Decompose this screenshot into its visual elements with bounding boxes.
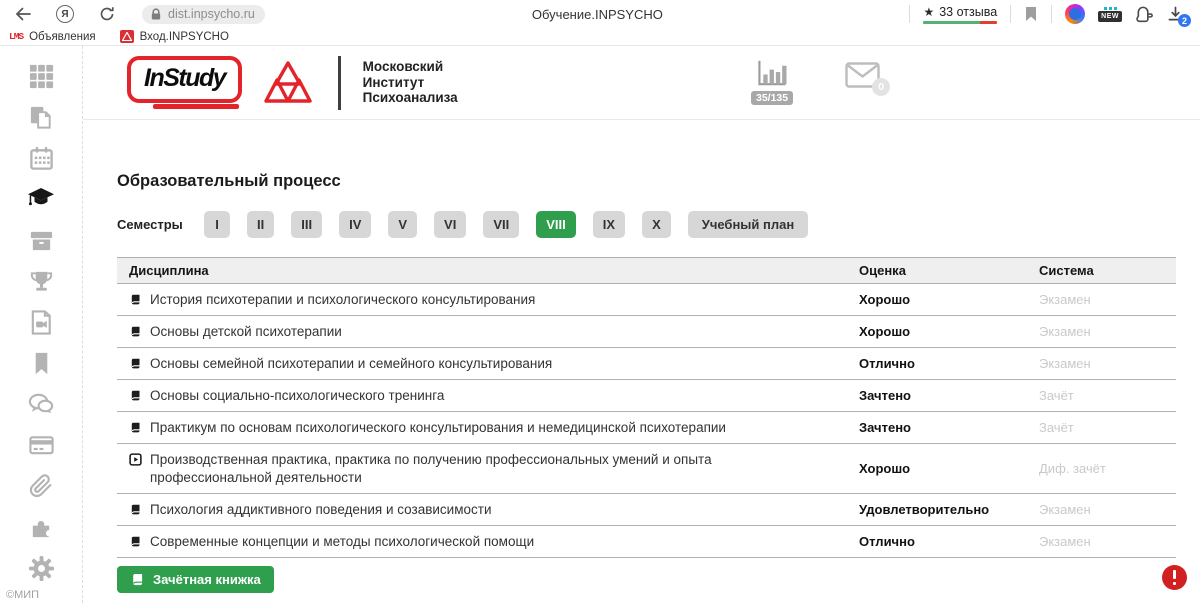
sidebar-item-achievements[interactable]: [27, 267, 55, 295]
header-divider: [338, 56, 341, 110]
archive-box-icon: [28, 227, 55, 254]
col-header-discipline: Дисциплина: [129, 263, 209, 278]
discipline-name[interactable]: Практикум по основам психологического консультирования и немедицинской психотерапии: [150, 419, 726, 435]
main-content: [83, 46, 1200, 603]
reviews-widget[interactable]: [923, 5, 997, 24]
semesters-row: [117, 211, 1200, 238]
apps-grid-icon: [28, 63, 55, 90]
discipline-name[interactable]: Производственная практика, практика по получению профессиональных умений и опыта профессиональной деятельности: [150, 451, 712, 485]
paperclip-icon: [28, 473, 54, 499]
bookmark-item-announcements[interactable]: [9, 31, 96, 43]
toolbar-right-cluster: [909, 4, 1190, 24]
puzzle-icon: [28, 514, 55, 541]
grade-value: Хорошо: [859, 292, 911, 307]
sidebar-item-settings[interactable]: [27, 554, 55, 582]
book-icon: [129, 293, 142, 306]
rating-bar: [923, 21, 997, 24]
discipline-name[interactable]: История психотерапии и психологического консультирования: [150, 291, 536, 307]
downloads-badge: 2: [1178, 14, 1191, 27]
table-row: [117, 494, 1176, 526]
back-button[interactable]: [10, 2, 36, 26]
bar-chart-icon: [755, 59, 789, 88]
system-value: Зачёт: [1039, 388, 1074, 403]
grade-value: Отлично: [859, 356, 915, 371]
reviews-count: 33 отзыва: [939, 4, 998, 19]
semester-button-10[interactable]: X: [642, 211, 671, 238]
table-row: [117, 348, 1176, 380]
refresh-icon: [99, 6, 115, 22]
video-file-icon: [28, 309, 55, 336]
semester-button-8-active[interactable]: VIII: [536, 211, 576, 238]
new-calendar-icon[interactable]: [1098, 7, 1122, 22]
bookmark-label: Вход.INPSYCHO: [139, 30, 229, 43]
institute-triangle-logo[interactable]: [262, 60, 314, 106]
semester-button-3[interactable]: III: [291, 211, 322, 238]
table-row: [117, 380, 1176, 412]
book-icon: [129, 535, 142, 548]
sidebar-item-payments[interactable]: [27, 431, 55, 459]
system-value: Экзамен: [1039, 534, 1091, 549]
refresh-button[interactable]: [94, 2, 120, 26]
sidebar-item-plugins[interactable]: [27, 513, 55, 541]
page-title: Образовательный процесс: [117, 172, 341, 190]
divider: [909, 5, 910, 23]
semester-button-7[interactable]: VII: [483, 211, 519, 238]
instudy-logo-stand: [153, 104, 239, 109]
sidebar-item-video[interactable]: [27, 308, 55, 336]
left-sidebar: [0, 46, 83, 603]
table-header-row: [117, 258, 1176, 284]
book-icon: [129, 421, 142, 434]
calendar-icon: [28, 145, 55, 172]
grade-value: Отлично: [859, 534, 915, 549]
book-icon: [129, 503, 142, 516]
yandex-profile-icon: [56, 5, 74, 23]
bookmark-item-login[interactable]: [120, 30, 229, 43]
grade-value: Хорошо: [859, 461, 911, 476]
gradebook-button[interactable]: Зачётная книжка: [117, 566, 274, 593]
system-value: Зачёт: [1039, 420, 1074, 435]
instudy-logo-text: InStudy: [144, 64, 226, 92]
table-row: [117, 284, 1176, 316]
profile-button[interactable]: [52, 2, 78, 26]
system-value: Экзамен: [1039, 502, 1091, 517]
chat-bubbles-icon: [27, 391, 55, 418]
discipline-name[interactable]: Современные концепции и методы психологической помощи: [150, 533, 535, 549]
url-bar[interactable]: [142, 5, 265, 24]
progress-badge: 35/135: [751, 91, 793, 105]
gear-icon: [28, 555, 55, 582]
system-value: Экзамен: [1039, 324, 1091, 339]
col-header-system: Система: [1039, 263, 1094, 278]
mail-badge: 0: [872, 78, 890, 96]
lock-icon: [150, 8, 162, 21]
bookmarks-panel-button[interactable]: [1024, 6, 1038, 22]
discipline-name[interactable]: Основы семейной психотерапии и семейного консультирования: [150, 355, 553, 371]
semester-button-4[interactable]: IV: [339, 211, 371, 238]
semesters-label: Семестры: [117, 217, 183, 232]
semester-button-9[interactable]: IX: [593, 211, 625, 238]
sidebar-item-documents[interactable]: [27, 103, 55, 131]
lms-favicon: LMS: [9, 31, 24, 42]
book-icon: [129, 389, 142, 402]
sidebar-item-apps[interactable]: [27, 62, 55, 90]
discipline-name[interactable]: Основы детской психотерапии: [150, 323, 342, 339]
system-value: Экзамен: [1039, 292, 1091, 307]
sidebar-item-archive[interactable]: [27, 226, 55, 254]
sidebar-item-calendar[interactable]: [27, 144, 55, 172]
grade-value: Зачтено: [859, 420, 911, 435]
new-badge: NEW: [1098, 11, 1122, 22]
instudy-logo[interactable]: [127, 56, 242, 103]
semester-button-1[interactable]: I: [204, 211, 230, 238]
grade-value: Хорошо: [859, 324, 911, 339]
sidebar-item-attachments[interactable]: [27, 472, 55, 500]
system-value: Экзамен: [1039, 356, 1091, 371]
sidebar-item-bookmarks[interactable]: [27, 349, 55, 377]
discipline-name[interactable]: Основы социально-психологического тренинга: [150, 387, 445, 403]
grades-table: [117, 257, 1176, 558]
bookmark-label: Объявления: [29, 30, 96, 43]
col-header-grade: Оценка: [859, 263, 906, 278]
url-text: dist.inpsycho.ru: [168, 7, 255, 21]
documents-icon: [28, 104, 55, 131]
progress-stats-button[interactable]: [751, 59, 793, 105]
tab-title: Обучение.INPSYCHO: [531, 6, 663, 22]
play-video-icon: [129, 453, 142, 466]
system-value: Диф. зачёт: [1039, 461, 1106, 476]
header-stats: [751, 59, 885, 105]
curriculum-plan-button[interactable]: Учебный план: [688, 211, 808, 238]
bookmark-icon: [28, 350, 55, 377]
star-icon: [923, 6, 934, 18]
table-row: [117, 526, 1176, 558]
downloads-button[interactable]: [1167, 6, 1187, 26]
credit-card-icon: [28, 432, 55, 459]
triangle-favicon: [120, 30, 134, 43]
mail-button[interactable]: [845, 62, 885, 93]
glove-extension-button[interactable]: [1135, 5, 1154, 24]
semester-button-5[interactable]: V: [388, 211, 417, 238]
white-book-icon: [130, 572, 145, 587]
graduation-cap-icon: [27, 186, 55, 212]
browser-toolbar: [0, 0, 1200, 28]
grade-value: Удовлетворительно: [859, 502, 990, 517]
grade-value: Зачтено: [859, 388, 911, 403]
semester-button-6[interactable]: VI: [434, 211, 466, 238]
semester-button-2[interactable]: II: [247, 211, 274, 238]
table-row: [117, 316, 1176, 348]
glove-icon: [1135, 5, 1154, 24]
sidebar-item-messages[interactable]: [27, 390, 55, 418]
institute-name: Московский Институт Психоанализа: [362, 59, 458, 106]
divider: [1010, 5, 1011, 23]
trophy-icon: [28, 268, 55, 295]
bookmarks-bar: [0, 28, 1200, 46]
site-header: [83, 46, 1200, 120]
flag-bookmark-icon: [1024, 6, 1038, 22]
divider: [1051, 5, 1052, 23]
book-icon: [129, 357, 142, 370]
alert-exclamation-icon[interactable]: [1162, 565, 1187, 590]
book-icon: [129, 325, 142, 338]
sidebar-item-education[interactable]: [27, 185, 55, 213]
copyright-label: ©МИП: [6, 589, 40, 601]
back-icon: [14, 6, 32, 22]
table-row: [117, 444, 1176, 494]
extension-circle-icon[interactable]: [1065, 4, 1085, 24]
table-row: [117, 412, 1176, 444]
discipline-name[interactable]: Психология аддиктивного поведения и созависимости: [150, 501, 492, 517]
